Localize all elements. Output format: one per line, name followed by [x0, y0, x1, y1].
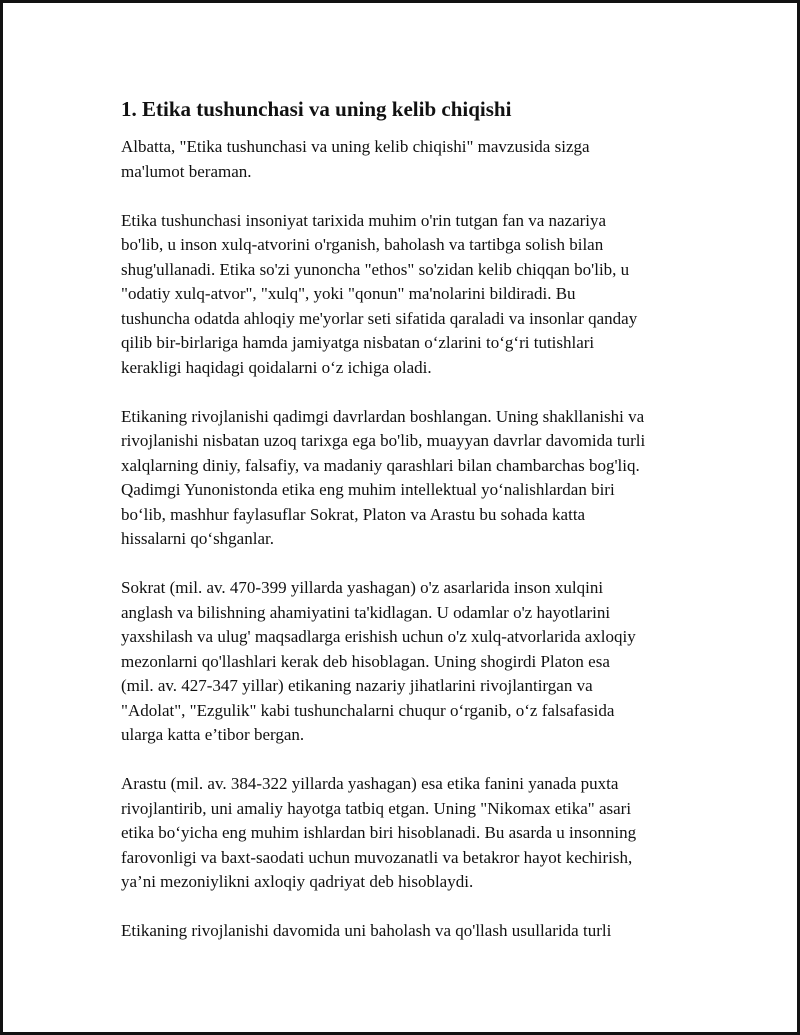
text-line: Etikaning rivojlanishi davomida uni baholash va qo'llash usullarida turli — [121, 921, 612, 940]
text-line: Etika tushunchasi insoniyat tarixida muhim o'rin tutgan fan va nazariya — [121, 210, 607, 230]
text-line: farovonligi va baxt-saodati uchun muvozanatli va betakror hayot kechirish, — [121, 847, 633, 867]
paragraph-intro — [121, 135, 691, 184]
paragraph-definition — [121, 209, 691, 381]
text-line: qilib bir-birlariga hamda jamiyatga nisbatan o‘zlarini to‘g‘ri tutishlari — [121, 333, 595, 352]
text-line: ma'lumot beraman. — [121, 161, 252, 181]
text-line: Arastu (mil. av. 384-322 yillarda yashagan) esa etika fanini yanada puxta — [121, 774, 619, 793]
text-line: "odatiy xulq-atvor", "xulq", yoki "qonun" ma'nolarini bildiradi. Bu — [121, 284, 576, 303]
text-line: Etikaning rivojlanishi qadimgi davrlardan boshlangan. Uning shakllanishi va — [121, 406, 645, 426]
text-line: anglash va bilishning ahamiyatini ta'kidlagan. U odamlar o'z hayotlarini — [121, 602, 611, 622]
text-line: bo‘lib, mashhur faylasuflar Sokrat, Platon va Arastu bu sohada katta — [121, 504, 586, 524]
paragraph-continuation — [121, 919, 691, 944]
text-line: Sokrat (mil. av. 470-399 yillarda yashagan) o'z asarlarida inson xulqini — [121, 578, 604, 597]
text-line: hissalarni qo‘shganlar. — [121, 529, 274, 548]
paragraph-aristotle — [121, 772, 691, 895]
text-line: "Adolat", "Ezgulik" kabi tushunchalarni chuqur o‘rganib, o‘z falsafasida — [121, 700, 615, 720]
text-line: bo'lib, u inson xulq-atvorini o'rganish, baholash va tartibga solish bilan — [121, 235, 604, 254]
document-title: 1. Etika tushunchasi va uning kelib chiqishi — [121, 97, 512, 121]
text-line: Albatta, "Etika tushunchasi va uning kelib chiqishi" mavzusida sizga — [121, 137, 590, 156]
text-line: rivojlantirib, uni amaliy hayotga tatbiq etgan. Uning "Nikomax etika" asari — [121, 798, 632, 818]
text-line: Qadimgi Yunonistonda etika eng muhim intellektual yo‘nalishlardan biri — [121, 480, 615, 499]
paragraph-history — [121, 405, 691, 552]
text-line: ya’ni mezoniylikni axloqiy qadriyat deb hisoblaydi. — [121, 872, 474, 891]
text-line: mezonlarni qo'llashlari kerak deb hisoblagan. Uning shogirdi Platon esa — [121, 651, 610, 671]
paragraph-socrates-plato — [121, 576, 691, 748]
text-line: kerakligi haqidagi qoidalarni o‘z ichiga oladi. — [121, 357, 432, 377]
text-line: shug'ullanadi. Etika so'zi yunoncha "ethos" so'zidan kelib chiqqan bo'lib, u — [121, 259, 630, 279]
text-line: (mil. av. 427-347 yillar) etikaning nazariy jihatlarini rivojlantirgan va — [121, 676, 593, 695]
text-line: etika bo‘yicha eng muhim ishlardan biri hisoblanadi. Bu asarda u insonning — [121, 823, 637, 842]
text-line: rivojlanishi nisbatan uzoq tarixga ega bo'lib, muayyan davrlar davomida turli — [121, 431, 646, 450]
text-line: ularga katta e’tibor bergan. — [121, 725, 305, 744]
text-line: yaxshilash va ulug' maqsadlarga erishish uchun o'z xulq-atvorlarida axloqiy — [121, 627, 636, 646]
document-content — [121, 95, 691, 968]
text-line: tushuncha odatda ahloqiy me'yorlar seti sifatida qaraladi va insonlar qanday — [121, 308, 638, 328]
text-line: xalqlarning diniy, falsafiy, va madaniy qarashlari bilan chambarchas bog'liq. — [121, 455, 640, 475]
